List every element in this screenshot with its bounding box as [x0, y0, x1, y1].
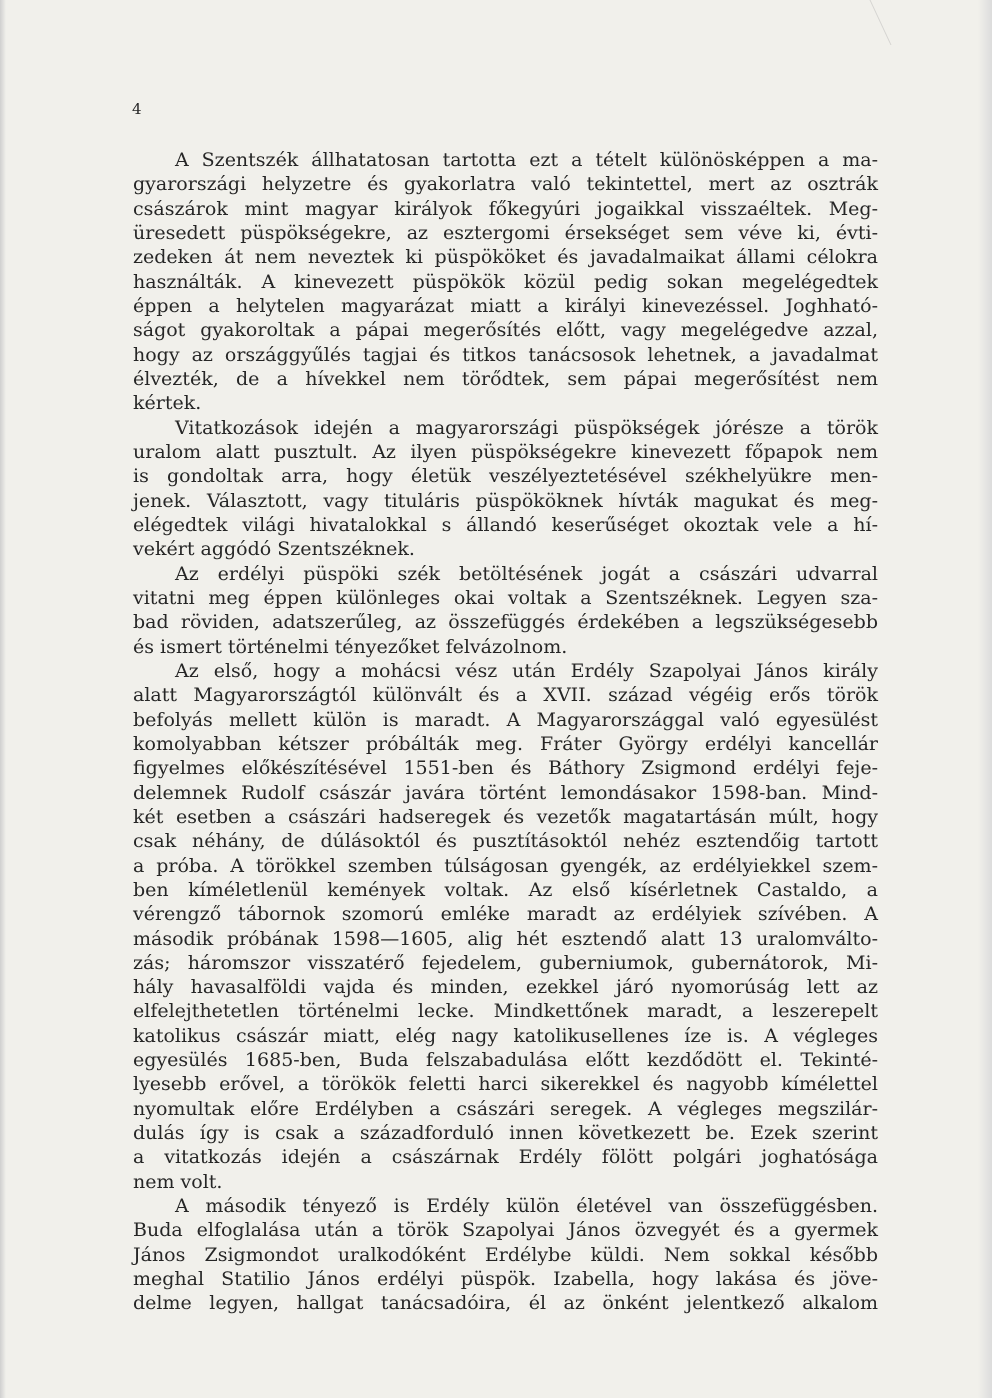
text-line: alatt Magyarországtól különvált és a XVII. század végéig erős török	[133, 684, 878, 707]
text-line: második próbának 1598—1605, alig hét esztendő alatt 13 uralomválto-	[133, 927, 878, 950]
text-line: komolyabban kétszer próbálták meg. Fráter György erdélyi kancellár	[133, 732, 878, 755]
text-line: hogy az országgyűlés tagjai és titkos tanácsosok lehetnek, a javadalmat	[133, 343, 878, 366]
text-line: hály havasalföldi vajda és minden, ezekkel járó nyomorúság lett az	[133, 976, 878, 999]
text-line: figyelmes előkészítésével 1551-ben és Báthory Zsigmond erdélyi feje-	[133, 757, 878, 780]
text-line: János Zsigmondot uralkodóként Erdélybe küldi. Nem sokkal később	[133, 1243, 878, 1266]
scan-left-edge	[0, 0, 6, 1398]
scan-crease-mark	[870, 0, 932, 45]
text-line: katolikus császár miatt, elég nagy katolikusellenes íze is. A végleges	[133, 1024, 878, 1047]
text-line: is gondoltak arra, hogy életük veszélyeztetésével székhelyükre men-	[133, 465, 878, 488]
text-line: egyesülés 1685-ben, Buda felszabadulása előtt kezdődött el. Tekinté-	[133, 1049, 878, 1072]
text-line: A Szentszék állhatatosan tartotta ezt a tételt különösképpen a ma-	[175, 149, 878, 171]
text-line: ságot gyakoroltak a pápai megerősítés előtt, vagy megelégedve azzal,	[133, 319, 878, 342]
text-line: zás; háromszor visszatérő fejedelem, guberniumok, gubernátorok, Mi-	[133, 951, 878, 974]
text-line: Vitatkozások idején a magyarországi püspökségek jórésze a török	[175, 416, 878, 439]
text-line: uralom alatt pusztult. Az ilyen püspökségekre kinevezett főpapok nem	[133, 440, 878, 463]
text-line: delme legyen, hallgat tanácsadóira, él az önként jelentkező alkalom	[133, 1292, 878, 1315]
text-line: vitatni meg éppen különleges okai voltak a Szentszéknek. Legyen sza-	[133, 586, 878, 609]
text-line: Az erdélyi püspöki szék betöltésének jogát a császári udvarral	[175, 562, 878, 585]
text-line: vekért aggódó Szentszéknek.	[133, 538, 415, 561]
text-line: nyomultak előre Erdélyben a császári seregek. A végleges megszilár-	[133, 1097, 878, 1120]
text-line: császárok mint magyar királyok főkegyúri jogaikkal visszaéltek. Meg-	[133, 197, 878, 220]
text-line: jenek. Választott, vagy tituláris püspököknek hívták magukat és meg-	[133, 489, 878, 512]
text-line: kértek.	[133, 392, 202, 415]
text-line: befolyás mellett külön is maradt. A Magyarországgal való egyesülést	[133, 708, 878, 731]
text-line: és ismert történelmi tényezőket felvázolnom.	[133, 635, 568, 658]
text-line: zedeken át nem neveztek ki püspököket és javadalmaikat állami célokra	[133, 246, 878, 269]
text-line: a vitatkozás idején a császárnak Erdély fölött polgári joghatósága	[133, 1146, 878, 1169]
text-line: Az első, hogy a mohácsi vész után Erdély Szapolyai János király	[175, 659, 878, 682]
text-line: Buda elfoglalása után a török Szapolyai János özvegyét és a gyermek	[133, 1219, 878, 1242]
text-line: ben kíméletlenül kemények voltak. Az első kísérletnek Castaldo, a	[133, 878, 878, 901]
text-line: bad röviden, adatszerűleg, az összefüggés érdekében a legszükségesebb	[133, 611, 878, 634]
body-text	[133, 148, 878, 1316]
text-line: éppen a helytelen magyarázat miatt a királyi kinevezéssel. Joghható-	[133, 294, 878, 317]
scan-right-edge	[978, 0, 992, 1398]
text-line: meghal Statilio János erdélyi püspök. Izabella, hogy lakása és jöve-	[133, 1268, 878, 1291]
page-number: 4	[132, 100, 142, 118]
text-line: élvezték, de a hívekkel nem törődtek, sem pápai megerősítést nem	[133, 367, 878, 390]
text-line: A második tényező is Erdély külön életével van összefüggésben.	[175, 1195, 878, 1218]
text-line: használták. A kinevezett püspökök közül pedig sokan megelégedtek	[133, 270, 878, 293]
text-line: dulás így is csak a századforduló innen következett be. Ezek szerint	[133, 1122, 878, 1145]
text-line: gyarországi helyzetre és gyakorlatra való tekintettel, mert az osztrák	[133, 173, 878, 196]
text-line: vérengző tábornok szomorú emléke maradt az erdélyiek szívében. A	[133, 903, 878, 926]
text-line: csak néhány, de dúlásoktól és pusztításoktól nehéz esztendőig tartott	[133, 830, 878, 853]
text-line: elégedtek világi hivatalokkal s állandó keserűséget okoztak vele a hí-	[133, 513, 878, 536]
text-line: üresedett püspökségekre, az esztergomi érsekséget sem véve ki, évti-	[133, 221, 878, 244]
text-line: nem volt.	[133, 1170, 223, 1193]
text-line: lyesebb erővel, a törökök feletti harci sikerekkel és nagyobb kímélettel	[133, 1073, 878, 1096]
text-line: delemnek Rudolf császár javára történt lemondásakor 1598-ban. Mind-	[133, 781, 878, 804]
text-line: elfelejthetetlen történelmi lecke. Mindkettőnek maradt, a leszerepelt	[133, 1000, 878, 1023]
text-line: a próba. A törökkel szemben túlságosan gyengék, az erdélyiekkel szem-	[133, 854, 878, 877]
text-line: két esetben a császári hadseregek és vezetők magatartásán múlt, hogy	[133, 805, 878, 828]
